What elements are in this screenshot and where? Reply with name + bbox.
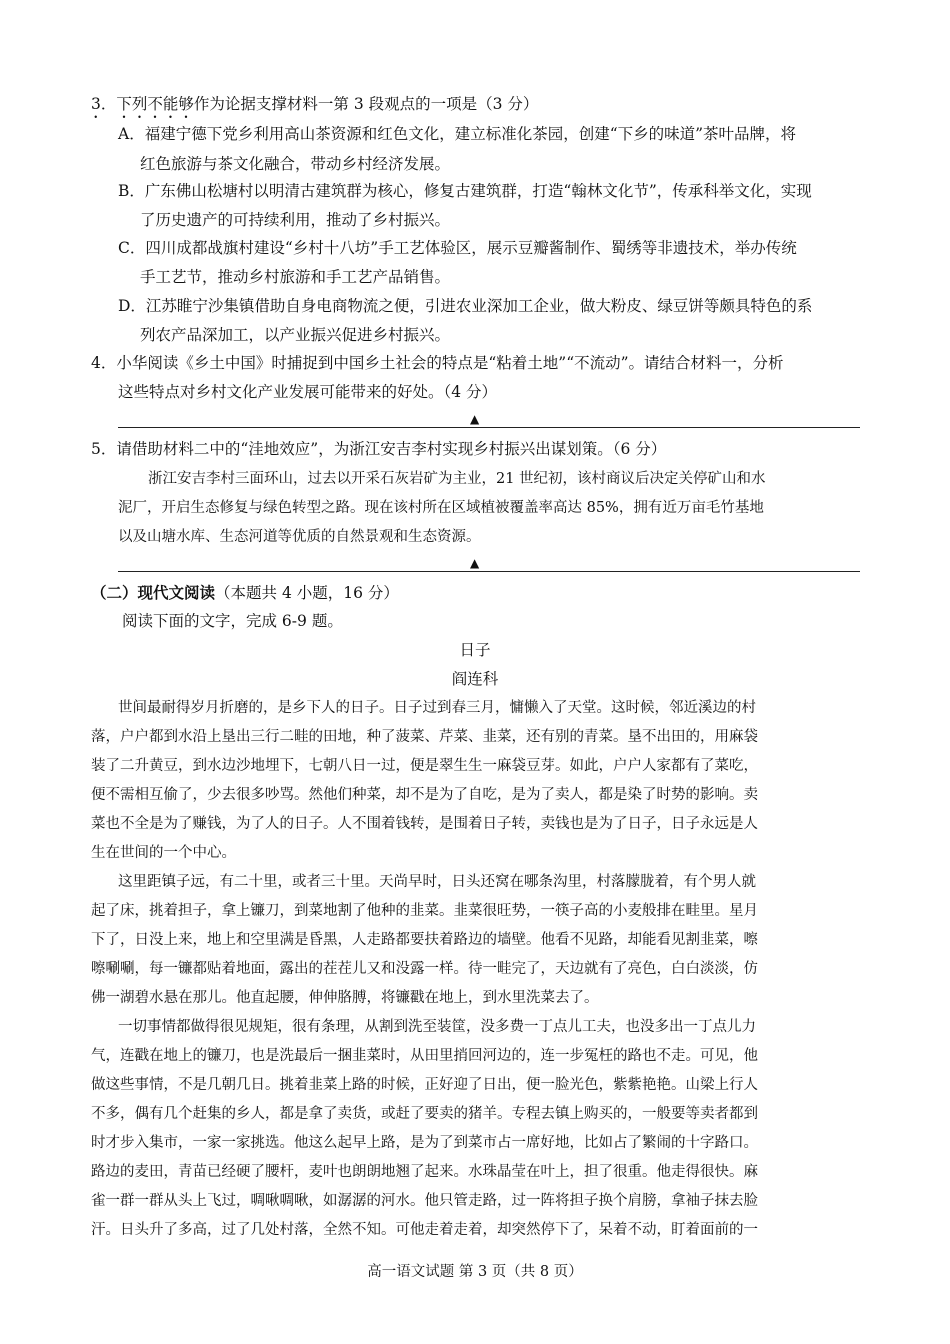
section-2-instruction: 阅读下面的文字，完成 6-9 题。 xyxy=(122,612,343,630)
passage-line: 装了二升黄豆，到水边沙地埋下，七朝八日一过，便是翠生生一麻袋豆芽。如此，户户人家都有了菜吃， xyxy=(91,758,758,774)
answer-marker-q5: ▲ xyxy=(470,556,480,570)
passage-line: 一切事情都做得很见规矩，很有条理，从割到洗至装筐，没多费一丁点儿工夫，也没多出一丁点儿力 xyxy=(118,1019,756,1035)
q3-option-d-line2: 列农产品深加工，以产业振兴促进乡村振兴。 xyxy=(140,326,451,344)
q3-option-c-line2: 手工艺节，推动乡村旅游和手工艺产品销售。 xyxy=(140,268,451,286)
passage-line: 嚓唰唰，每一镰都贴着地面，露出的茬茬儿又和没露一样。待一畦完了，天边就有了亮色，白白淡淡，仿 xyxy=(91,961,758,977)
answer-line-q4 xyxy=(118,427,860,428)
q3-rest: 作为论据支撑材料一第 3 段观点的一项是（3 分） xyxy=(193,95,539,113)
q3-option-a-line2: 红色旅游与茶文化融合，带动乡村经济发展。 xyxy=(140,155,451,173)
q3-prefix: 3．下列 xyxy=(91,95,148,113)
passage-line: 下了，日没上来，地上和空里满是昏黑，人走路都要扶着路边的墙壁。他看不见路，却能看见割韭菜，嚓 xyxy=(91,932,758,948)
question-4-line2: 这些特点对乡村文化产业发展可能带来的好处。（4 分） xyxy=(118,383,498,401)
passage-line: 汗。日头升了多高，过了几处村落，全然不知。可他走着走着，却突然停下了，呆着不动，盯着面前的一 xyxy=(91,1222,758,1238)
section-2-heading-note: （本题共 4 小题，16 分） xyxy=(215,584,399,602)
passage-line: 气，连戳在地上的镰刀，也是洗最后一捆韭菜时，从田里捎回河边的，连一步冤枉的路也不走。可见，他 xyxy=(91,1048,758,1064)
passage-line: 生在世间的一个中心。 xyxy=(91,845,236,861)
answer-marker-q4: ▲ xyxy=(470,412,480,426)
passage-line: 世间最耐得岁月折磨的，是乡下人的日子。日子过到春三月，慵懒入了天堂。这时候，邻近溪边的村 xyxy=(118,700,756,716)
passage-line: 时才步入集市，一家一家挑选。他这么起早上路，是为了到菜市占一席好地，比如占了繁闹的十字路口。 xyxy=(91,1135,758,1151)
answer-line-q5 xyxy=(118,571,860,572)
question-5-title: 5．请借助材料二中的“洼地效应”，为浙江安吉李村实现乡村振兴出谋划策。（6 分） xyxy=(91,440,667,458)
q5-material-line3: 以及山塘水库、生态河道等优质的自然景观和生态资源。 xyxy=(118,529,481,545)
passage-line: 这里距镇子远，有二十里，或者三十里。天尚早时，日头还窝在哪条沟里，村落朦胧着，有个男人就 xyxy=(118,874,756,890)
passage-line: 雀一群一群从头上飞过，啁啾啁啾，如潺潺的河水。他只管走路，过一阵将担子换个肩膀，拿袖子抹去脸 xyxy=(91,1193,758,1209)
passage-line: 不多，偶有几个赶集的乡人，都是拿了卖货，或赶了要卖的猪羊。专程去镇上购买的，一般要等卖者都到 xyxy=(91,1106,758,1122)
q3-option-c-line1: C．四川成都战旗村建设“乡村十八坊”手工艺体验区，展示豆瓣酱制作、蜀绣等非遗技术，举办传统 xyxy=(118,239,797,257)
passage-line: 起了床，挑着担子，拿上镰刀，到菜地割了他种的韭菜。韭菜很旺势，一筷子高的小麦般排在畦里。星月 xyxy=(91,903,758,919)
passage-line: 便不需相互偷了，少去很多吵骂。然他们种菜，却不是为了自吃，是为了卖人，都是染了时势的影响。卖 xyxy=(91,787,758,803)
q3-option-d-line1: D．江苏睢宁沙集镇借助自身电商物流之便，引进农业深加工企业，做大粉皮、绿豆饼等颇具特色的系 xyxy=(118,297,813,315)
section-2-heading-title: （二）现代文阅读 xyxy=(91,583,216,602)
passage-line: 路边的麦田，青苗已经硬了腰杆，麦叶也朗朗地翘了起来。水珠晶莹在叶上，担了很重。他走得很快。麻 xyxy=(91,1164,758,1180)
page-footer: 高一语文试题 第 3 页（共 8 页） xyxy=(367,1264,583,1280)
passage-title: 日子 xyxy=(459,641,491,659)
q3-option-a-line1: A．福建宁德下党乡利用高山茶资源和红色文化，建立标准化茶园，创建“下乡的味道”茶叶品牌，将 xyxy=(118,125,797,143)
q3-option-b-line1: B．广东佛山松塘村以明清古建筑群为核心，修复古建筑群，打造“翰林文化节”，传承科举文化，实现 xyxy=(118,182,812,200)
passage-line: 佛一湖碧水悬在那儿。他直起腰，伸伸胳膊，将镰戳在地上，到水里洗菜去了。 xyxy=(91,990,599,1006)
q5-material-line1: 浙江安吉李村三面环山，过去以开采石灰岩矿为主业，21 世纪初，该村商议后决定关停矿山和水 xyxy=(148,471,766,487)
q3-emphasized-words: 不能够 xyxy=(147,95,194,113)
question-3-stem xyxy=(91,94,538,122)
passage-line: 落，户户都到水沿上垦出三行二畦的田地，种了菠菜、芹菜、韭菜，还有别的青菜。垦不出田的，用麻袋 xyxy=(91,729,758,745)
section-2-heading xyxy=(91,583,399,603)
passage-line: 做这些事情，不是几朝几日。挑着韭菜上路的时候，正好迎了日出，便一脸光色，紫紫艳艳。山梁上行人 xyxy=(91,1077,758,1093)
passage-line: 菜也不全是为了赚钱，为了人的日子。人不围着钱转，是围着日子转，卖钱也是为了日子，日子永远是人 xyxy=(91,816,758,832)
question-4-line1: 4．小华阅读《乡土中国》时捕捉到中国乡土社会的特点是“粘着土地”“不流动”。请结合材料一，分析 xyxy=(91,354,784,372)
q3-option-b-line2: 了历史遗产的可持续利用，推动了乡村振兴。 xyxy=(140,211,451,229)
passage-author: 阎连科 xyxy=(451,670,499,688)
q5-material-line2: 泥厂，开启生态修复与绿色转型之路。现在该村所在区域植被覆盖率高达 85%，拥有近万亩毛竹基地 xyxy=(118,500,764,516)
